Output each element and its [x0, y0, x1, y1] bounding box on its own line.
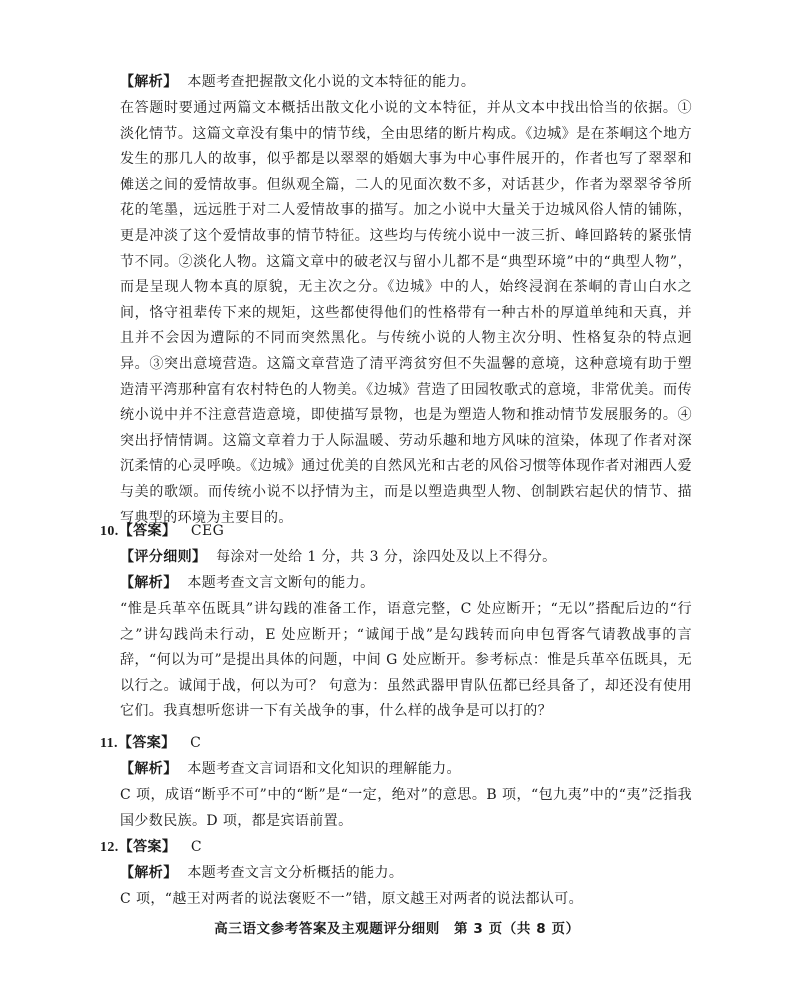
- q10-rubric-line: [120, 545, 692, 571]
- q10-analysis-line: [120, 571, 692, 597]
- q12-analysis-line: [120, 861, 692, 887]
- q12-number: 12.: [100, 840, 119, 855]
- q10-analysis-intro: 本题考查文言文断句的能力。: [187, 575, 375, 591]
- q11-analysis-intro: 本题考查文言词语和文化知识的理解能力。: [187, 761, 461, 777]
- q10-answer-line: [100, 519, 224, 545]
- q10-rubric-label: 【评分细则】: [120, 549, 207, 565]
- q12-answer: C: [190, 839, 202, 855]
- q11-analysis-label: 【解析】: [120, 761, 178, 777]
- q12-analysis-intro: 本题考查文言文分析概括的能力。: [187, 865, 404, 881]
- q11-answer-label: 【答案】: [117, 735, 176, 751]
- q11-answer-line: [100, 731, 201, 757]
- analysis-label: 【解析】: [120, 74, 178, 90]
- q11-number: 11.: [100, 736, 118, 751]
- q10-answer: CEG: [190, 523, 225, 539]
- q10-answer-label: 【答案】: [118, 523, 177, 539]
- analysis-intro: 本题考查把握散文化小说的文本特征的能力。: [187, 74, 476, 90]
- q12-answer-label: 【答案】: [118, 839, 177, 855]
- q11-answer: C: [190, 735, 202, 751]
- q10-number: 10.: [100, 524, 119, 539]
- q12-answer-line: [100, 835, 202, 861]
- q11-analysis-body: C 项，成语“断乎不可”中的“断”是“一定，绝对”的意思。B 项，“包九夷”中的“夷”泛指我国少数民族。D 项，都是宾语前置。: [120, 787, 692, 829]
- analysis-body: 在答题时要通过两篇文本概括出散文化小说的文本特征，并从文本中找出恰当的依据。①淡化情节。这篇文章没有集中的情节线，全由思绪的断片构成。《边城》是在茶峒这个地方发生的那几人的故事，似乎都是以翠翠的婚姻大事为中心事件展开的，作者也写了翠翠和傩送之间的爱情故事。但纵观全篇，二人的见面次数不多，对话甚少，作者为翠翠爷爷所花的笔墨，远远胜于对二人爱情故事的描写。加之小说中大量关于边城风俗人情的铺陈，更是冲淡了这个爱情故事的情节特征。这些均与传统小说中一波三折、峰回路转的紧张情节不同。②淡化人物。这篇文章中的破老汉与留小儿都不是“典型环境”中的“典型人物”，而是呈现人物本真的原貌，无主次之分。《边城》中的人，始终浸润在茶峒的青山白水之间，恪守祖辈传下来的规矩，这些都使得他们的性格带有一种古朴的厚道单纯和天真，并且并不会因为遭际的不同而突然黑化。与传统小说的人物主次分明、性格复杂的特点迥异。③突出意境营造。这篇文章营造了清平湾贫穷但不失温馨的意境，这种意境有助于塑造清平湾那种富有农村特色的人物美。《边城》营造了田园牧歌式的意境，非常优美。而传统小说中并不注意营造意境，即使描写景物，也是为塑造人物和推动情节发展服务的。④突出抒情情调。这篇文章着力于人际温暖、劳动乐趣和地方风味的渲染，体现了作者对深沉柔情的心灵呼唤。《边城》通过优美的自然风光和古老的风俗习惯等体现作者对湘西人爱与美的歌颂。而传统小说不以抒情为主，而是以塑造典型人物、创制跌宕起伏的情节、描写典型的环境为主要目的。: [120, 100, 692, 526]
- q10-rubric: 每涂对一处给 1 分，共 3 分，涂四处及以上不得分。: [216, 549, 557, 565]
- q10-analysis-label: 【解析】: [120, 575, 178, 591]
- q12-analysis-label: 【解析】: [120, 865, 178, 881]
- analysis-heading: [120, 70, 692, 96]
- page-footer: 高三语文参考答案及主观题评分细则 第 3 页（共 8 页）: [214, 921, 580, 937]
- q12-analysis-body: C 项，“越王对两者的说法褒贬不一”错，原文越王对两者的说法都认可。: [120, 891, 584, 907]
- q10-analysis-body: “惟是兵革卒伍既具”讲勾践的准备工作，语意完整，C 处应断开；“无以”搭配后边的“行之”讲勾践尚未行动，E 处应断开；“诚闻于战”是勾践转而向申包胥客气请教战事的言辞，“何以为可”是提出具体的问题，中间 G 处应断开。参考标点：惟是兵革卒伍既具，无以行之。诚闻于战，何以为可？ 句意为：虽然武器甲胄队伍都已经具备了，却还没有使用它们。我真想听您讲一下有关战争的事，什么样的战争是可以打的？: [120, 601, 692, 720]
- q11-analysis-line: [120, 757, 692, 783]
